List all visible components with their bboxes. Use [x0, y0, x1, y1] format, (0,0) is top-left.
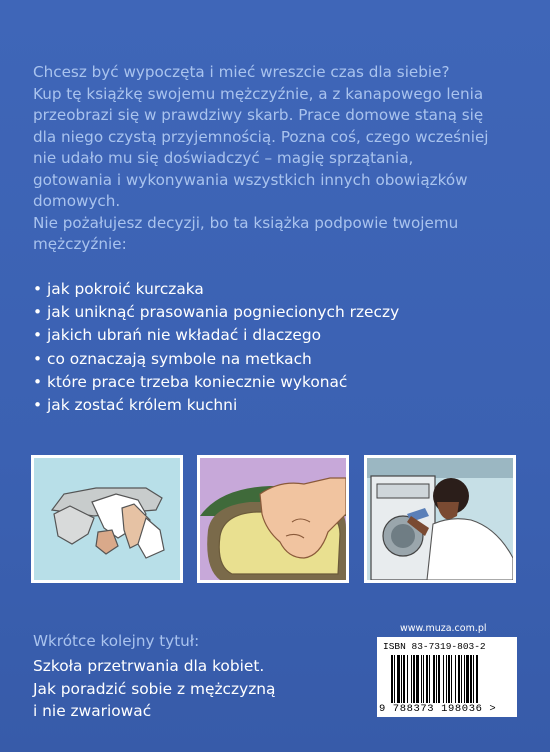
- bullet-item: • jak pokroić kurczaka: [33, 278, 523, 301]
- bullet-item: • jak uniknąć prasowania pogniecionych rzeczy: [33, 301, 523, 324]
- next-title-line: i nie zwariować: [33, 702, 152, 720]
- intro-text: [33, 62, 523, 256]
- publisher-url: www.muza.com.pl: [400, 623, 487, 634]
- isbn-text: ISBN 83-7319-803-2: [383, 641, 486, 652]
- intro-line: mężczyźnie:: [33, 235, 127, 253]
- illustration-laundry: [364, 455, 516, 583]
- next-title-line: Szkoła przetrwania dla kobiet.: [33, 657, 265, 675]
- bullet-item: • co oznaczają symbole na metkach: [33, 348, 523, 371]
- illustration-cooking: [197, 455, 349, 583]
- bullet-item: • które prace trzeba koniecznie wykonać: [33, 371, 523, 394]
- next-title: [33, 655, 275, 723]
- intro-line: gotowania i wykonywania wszystkich innych obowiązków: [33, 170, 468, 189]
- barcode-number: 9 788373 198036 >: [379, 703, 497, 715]
- next-title-line: Jak poradzić sobie z mężczyzną: [33, 679, 276, 698]
- intro-line: Kup tę książkę swojemu mężczyźnie, a z kanapowego lenia: [33, 84, 484, 103]
- intro-line: dla niego czystą przyjemnością. Pozna coś, czego wcześniej: [33, 127, 489, 146]
- next-title-lead: Wkrótce kolejny tytuł:: [33, 632, 200, 650]
- intro-line: Chcesz być wypoczęta i mieć wreszcie czas dla siebie?: [33, 63, 450, 81]
- barcode-bars: [391, 655, 509, 703]
- intro-line: domowych.: [33, 192, 121, 210]
- intro-line: nie udało mu się doświadczyć – magię sprzątania,: [33, 149, 414, 167]
- illustration-ironing: [31, 455, 183, 583]
- bullet-item: • jakich ubrań nie wkładać i dlaczego: [33, 324, 523, 347]
- bullet-item: • jak zostać królem kuchni: [33, 394, 523, 417]
- barcode-block: [377, 637, 517, 717]
- intro-line: Nie pożałujesz decyzji, bo ta książka podpowie twojemu: [33, 213, 459, 232]
- intro-line: przeobrazi się w prawdziwy skarb. Prace domowe staną się: [33, 106, 484, 124]
- bullet-list: [33, 278, 523, 417]
